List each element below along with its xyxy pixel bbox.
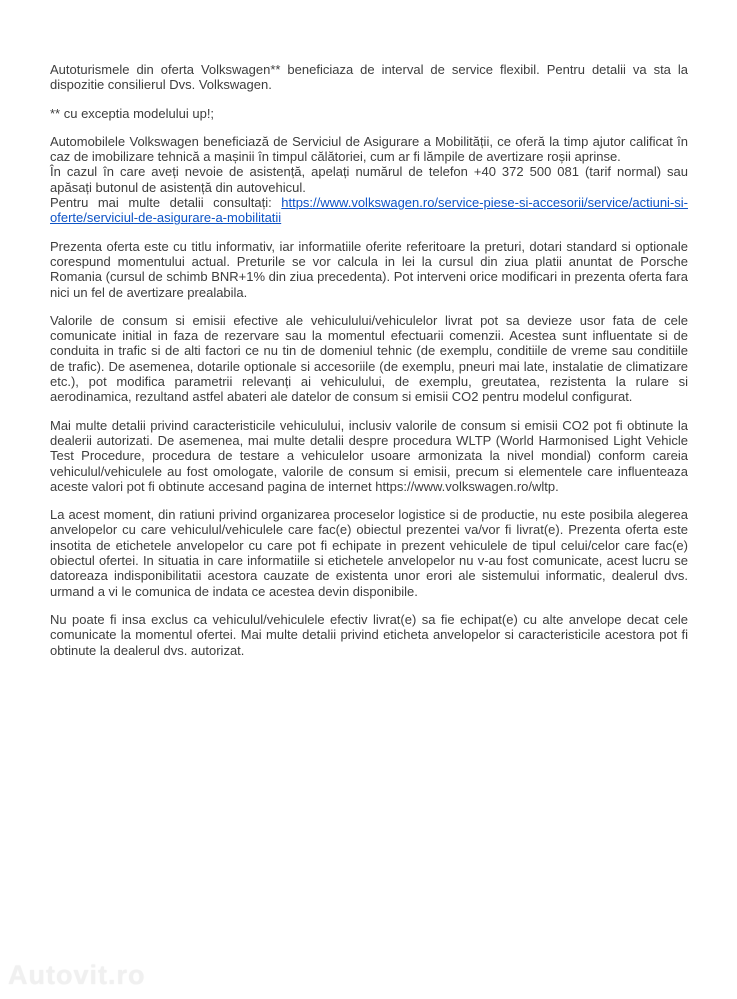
paragraph-wltp-procedure: Mai multe detalii privind caracteristicile vehiculului, inclusiv valorile de consum si emisii CO2 pot fi obtinute la dealerii autorizati. De asemenea, mai multe detalii despre procedura WLTP (World Harmonised Light Vehicle Test Procedure, procedura de testare a vehiculelor usoare armonizata la nivel mondial) conform careia vehiculul/vehiculele au fost omologate, valorile de consum si emisii, precum si elementele care influenteaza aceste valori pot fi obtinute accesand pagina de internet https://www.volkswagen.ro/wltp. [50,417,688,494]
assistance-phone-text: În cazul în care aveți nevoie de asistență, apelați numărul de telefon +40 372 500 081 (tarif normal) sau apăsați butonul de asistență din autovehicul. [50,164,688,195]
mobility-service-text: Automobilele Volkswagen beneficiază de Serviciul de Asigurare a Mobilității, ce oferă la timp ajutor calificat în caz de imobilizare tehnică a mașinii în timpul călătoriei, cum ar fi lămpile de avertizare roșii aprinse. [50,133,688,165]
mobility-service-link[interactable]: https://www.volkswagen.ro/service-piese-si-accesorii/service/actiuni-si-oferte/serviciul-de-asigurare-a-mobilitatii [50,195,688,226]
details-link-prefix: Pentru mai multe detalii consultați: [50,195,282,211]
paragraph-consumption-emissions: Valorile de consum si emisii efective ale vehiculului/vehiculelor livrat pot sa devieze usor fata de cele comunicate initial in faza de rezervare sau la momentul efectuarii comenzii. Acestea sunt influentate si de conduita in trafic si de alti factori ce nu tin de domeniul tehnic (de exemplu, conditiile de vreme sau conditiile de trafic). De asemenea, dotarile optionale si accesoriile (de exemplu, pneuri mai late, instalatie de climatizare etc.), pot modifica parametrii relevanți ai vehiculului, de exemplu, greutatea, rezistenta la rulare si aerodinamica, rezultand astfel abateri ale datelor de consum si emisii CO2 pentru modelul configurat. [50,312,688,405]
footnote-up-exception: ** cu exceptia modelului up!; [50,105,215,121]
document-body [50,62,688,671]
paragraph-mobility-service [50,134,688,226]
paragraph-service-interval: Autoturismele din oferta Volkswagen** beneficiaza de interval de service flexibil. Pentru detalii va sta la dispozitie consilierul Dvs. Volkswagen. [50,62,688,93]
autovit-watermark: Autovit.ro [8,960,146,990]
paragraph-tire-labels: La acest moment, din ratiuni privind organizarea proceselor logistice si de productie, nu este posibila alegerea anvelopelor cu care vehiculul/vehiculele care fac(e) obiectul prezentei va/vor fi livrat(e). Prezenta oferta este insotita de etichetele anvelopelor cu care pot fi echipate in prezent vehiculele de tipul celui/celor care fac(e) obiectul ofertei. In situatia in care informatiile si etichetele anvelopelor nu v-au fost comunicate, acest lucru se datoreaza indisponibilitatii acestora cauzate de existenta unor erori ale sistemului informatic, dealerul dvs. urmand a vi le comunica de indata ce acestea devin disponibile. [50,507,688,599]
paragraph-tire-disclaimer: Nu poate fi insa exclus ca vehiculul/vehiculele efectiv livrat(e) sa fie echipat(e) cu alte anvelope decat cele comunicate la momentul ofertei. Mai multe detalii privind eticheta anvelopelor si caracteristicile acestora pot fi obtinute la dealerul dvs. autorizat. [50,611,688,658]
paragraph-offer-informative: Prezenta oferta este cu titlu informativ, iar informatiile oferite referitoare la preturi, dotari standard si optionale corespund momentului actual. Preturile se vor calcula in lei la cursul din ziua platii anuntat de Porsche Romania (cursul de schimb BNR+1% din ziua precedenta). Pot interveni orice modificari in prezenta oferta fara nici un fel de avertizare prealabila. [50,238,688,300]
